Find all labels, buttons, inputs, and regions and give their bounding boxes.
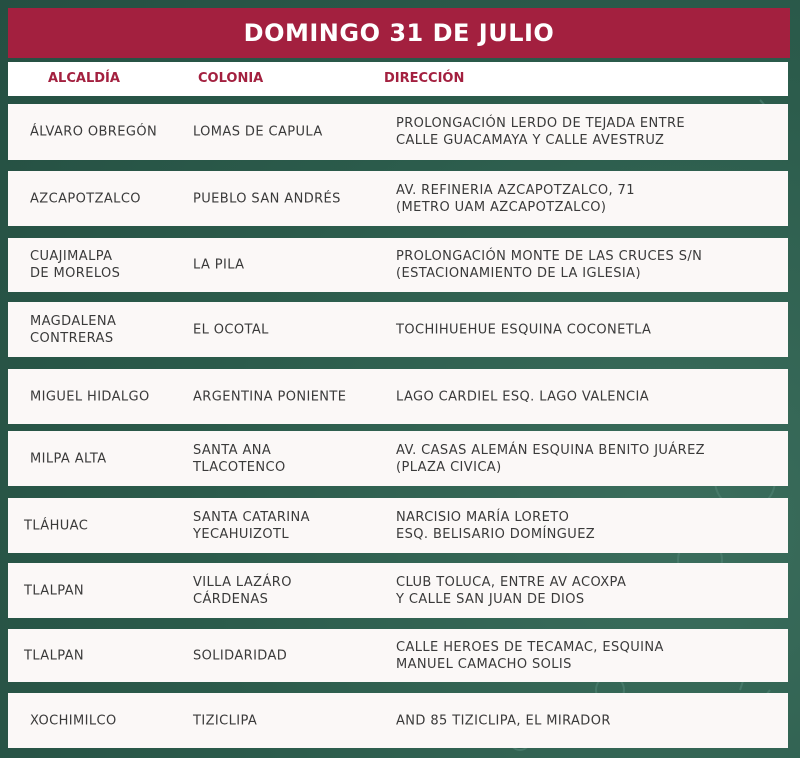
cell-alcaldia: TLALPAN <box>24 648 85 663</box>
cell-alcaldia: CUAJIMALPA DE MORELOS <box>30 249 121 281</box>
header-colonia: COLONIA <box>198 71 264 86</box>
cell-colonia: VILLA LAZÁRO CÁRDENAS <box>193 574 292 607</box>
cell-alcaldia: ÁLVARO OBREGÓN <box>30 124 158 140</box>
table-row <box>8 563 788 618</box>
table-row <box>8 498 788 553</box>
table-row <box>8 171 788 226</box>
cell-direccion: TOCHIHUEHUE ESQUINA COCONETLA <box>396 322 652 337</box>
table-row <box>8 238 788 292</box>
cell-direccion: AND 85 TIZICLIPA, EL MIRADOR <box>396 713 611 728</box>
table-row <box>8 629 788 682</box>
table-row <box>8 302 788 357</box>
header-direccion: DIRECCIÓN <box>384 71 465 86</box>
cell-alcaldia: MILPA ALTA <box>30 451 107 466</box>
cell-direccion: PROLONGACIÓN LERDO DE TEJADA ENTRE CALLE GUACAMAYA Y CALLE AVESTRUZ <box>396 116 685 148</box>
cell-direccion: PROLONGACIÓN MONTE DE LAS CRUCES S/N (ESTACIONAMIENTO DE LA IGLESIA) <box>396 249 703 281</box>
cell-colonia: EL OCOTAL <box>193 322 269 337</box>
cell-alcaldia: MAGDALENA CONTRERAS <box>30 313 117 346</box>
table-row <box>8 104 788 160</box>
table-row <box>8 431 788 486</box>
cell-direccion: CALLE HEROES DE TECAMAC, ESQUINA MANUEL CAMACHO SOLIS <box>396 639 664 672</box>
page-title: DOMINGO 31 DE JULIO <box>8 8 790 58</box>
cell-direccion: LAGO CARDIEL ESQ. LAGO VALENCIA <box>396 389 650 404</box>
cell-direccion: NARCISIO MARÍA LORETO ESQ. BELISARIO DOMÍNGUEZ <box>396 509 596 542</box>
cell-colonia: ARGENTINA PONIENTE <box>193 389 347 404</box>
cell-alcaldia: XOCHIMILCO <box>30 713 117 728</box>
cell-direccion: CLUB TOLUCA, ENTRE AV ACOXPA Y CALLE SAN JUAN DE DIOS <box>396 574 627 607</box>
cell-direccion: AV. CASAS ALEMÁN ESQUINA BENITO JUÁREZ (PLAZA CIVICA) <box>396 442 705 475</box>
cell-colonia: SANTA ANA TLACOTENCO <box>193 442 286 475</box>
cell-colonia: SOLIDARIDAD <box>193 648 288 663</box>
cell-alcaldia: MIGUEL HIDALGO <box>30 389 150 404</box>
table-row <box>8 369 788 424</box>
cell-alcaldia: TLÁHUAC <box>24 518 89 533</box>
cell-colonia: SANTA CATARINA YECAHUIZOTL <box>193 509 310 542</box>
header-alcaldia: ALCALDÍA <box>48 71 120 86</box>
cell-colonia: PUEBLO SAN ANDRÉS <box>193 191 341 206</box>
cell-alcaldia: AZCAPOTZALCO <box>30 191 141 206</box>
table-row <box>8 693 788 748</box>
cell-alcaldia: TLALPAN <box>24 583 85 598</box>
cell-colonia: TIZICLIPA <box>193 713 258 728</box>
table-header <box>8 62 788 96</box>
cell-colonia: LOMAS DE CAPULA <box>193 124 323 140</box>
cell-colonia: LA PILA <box>193 257 245 273</box>
cell-direccion: AV. REFINERIA AZCAPOTZALCO, 71 (METRO UAM AZCAPOTZALCO) <box>396 182 635 215</box>
